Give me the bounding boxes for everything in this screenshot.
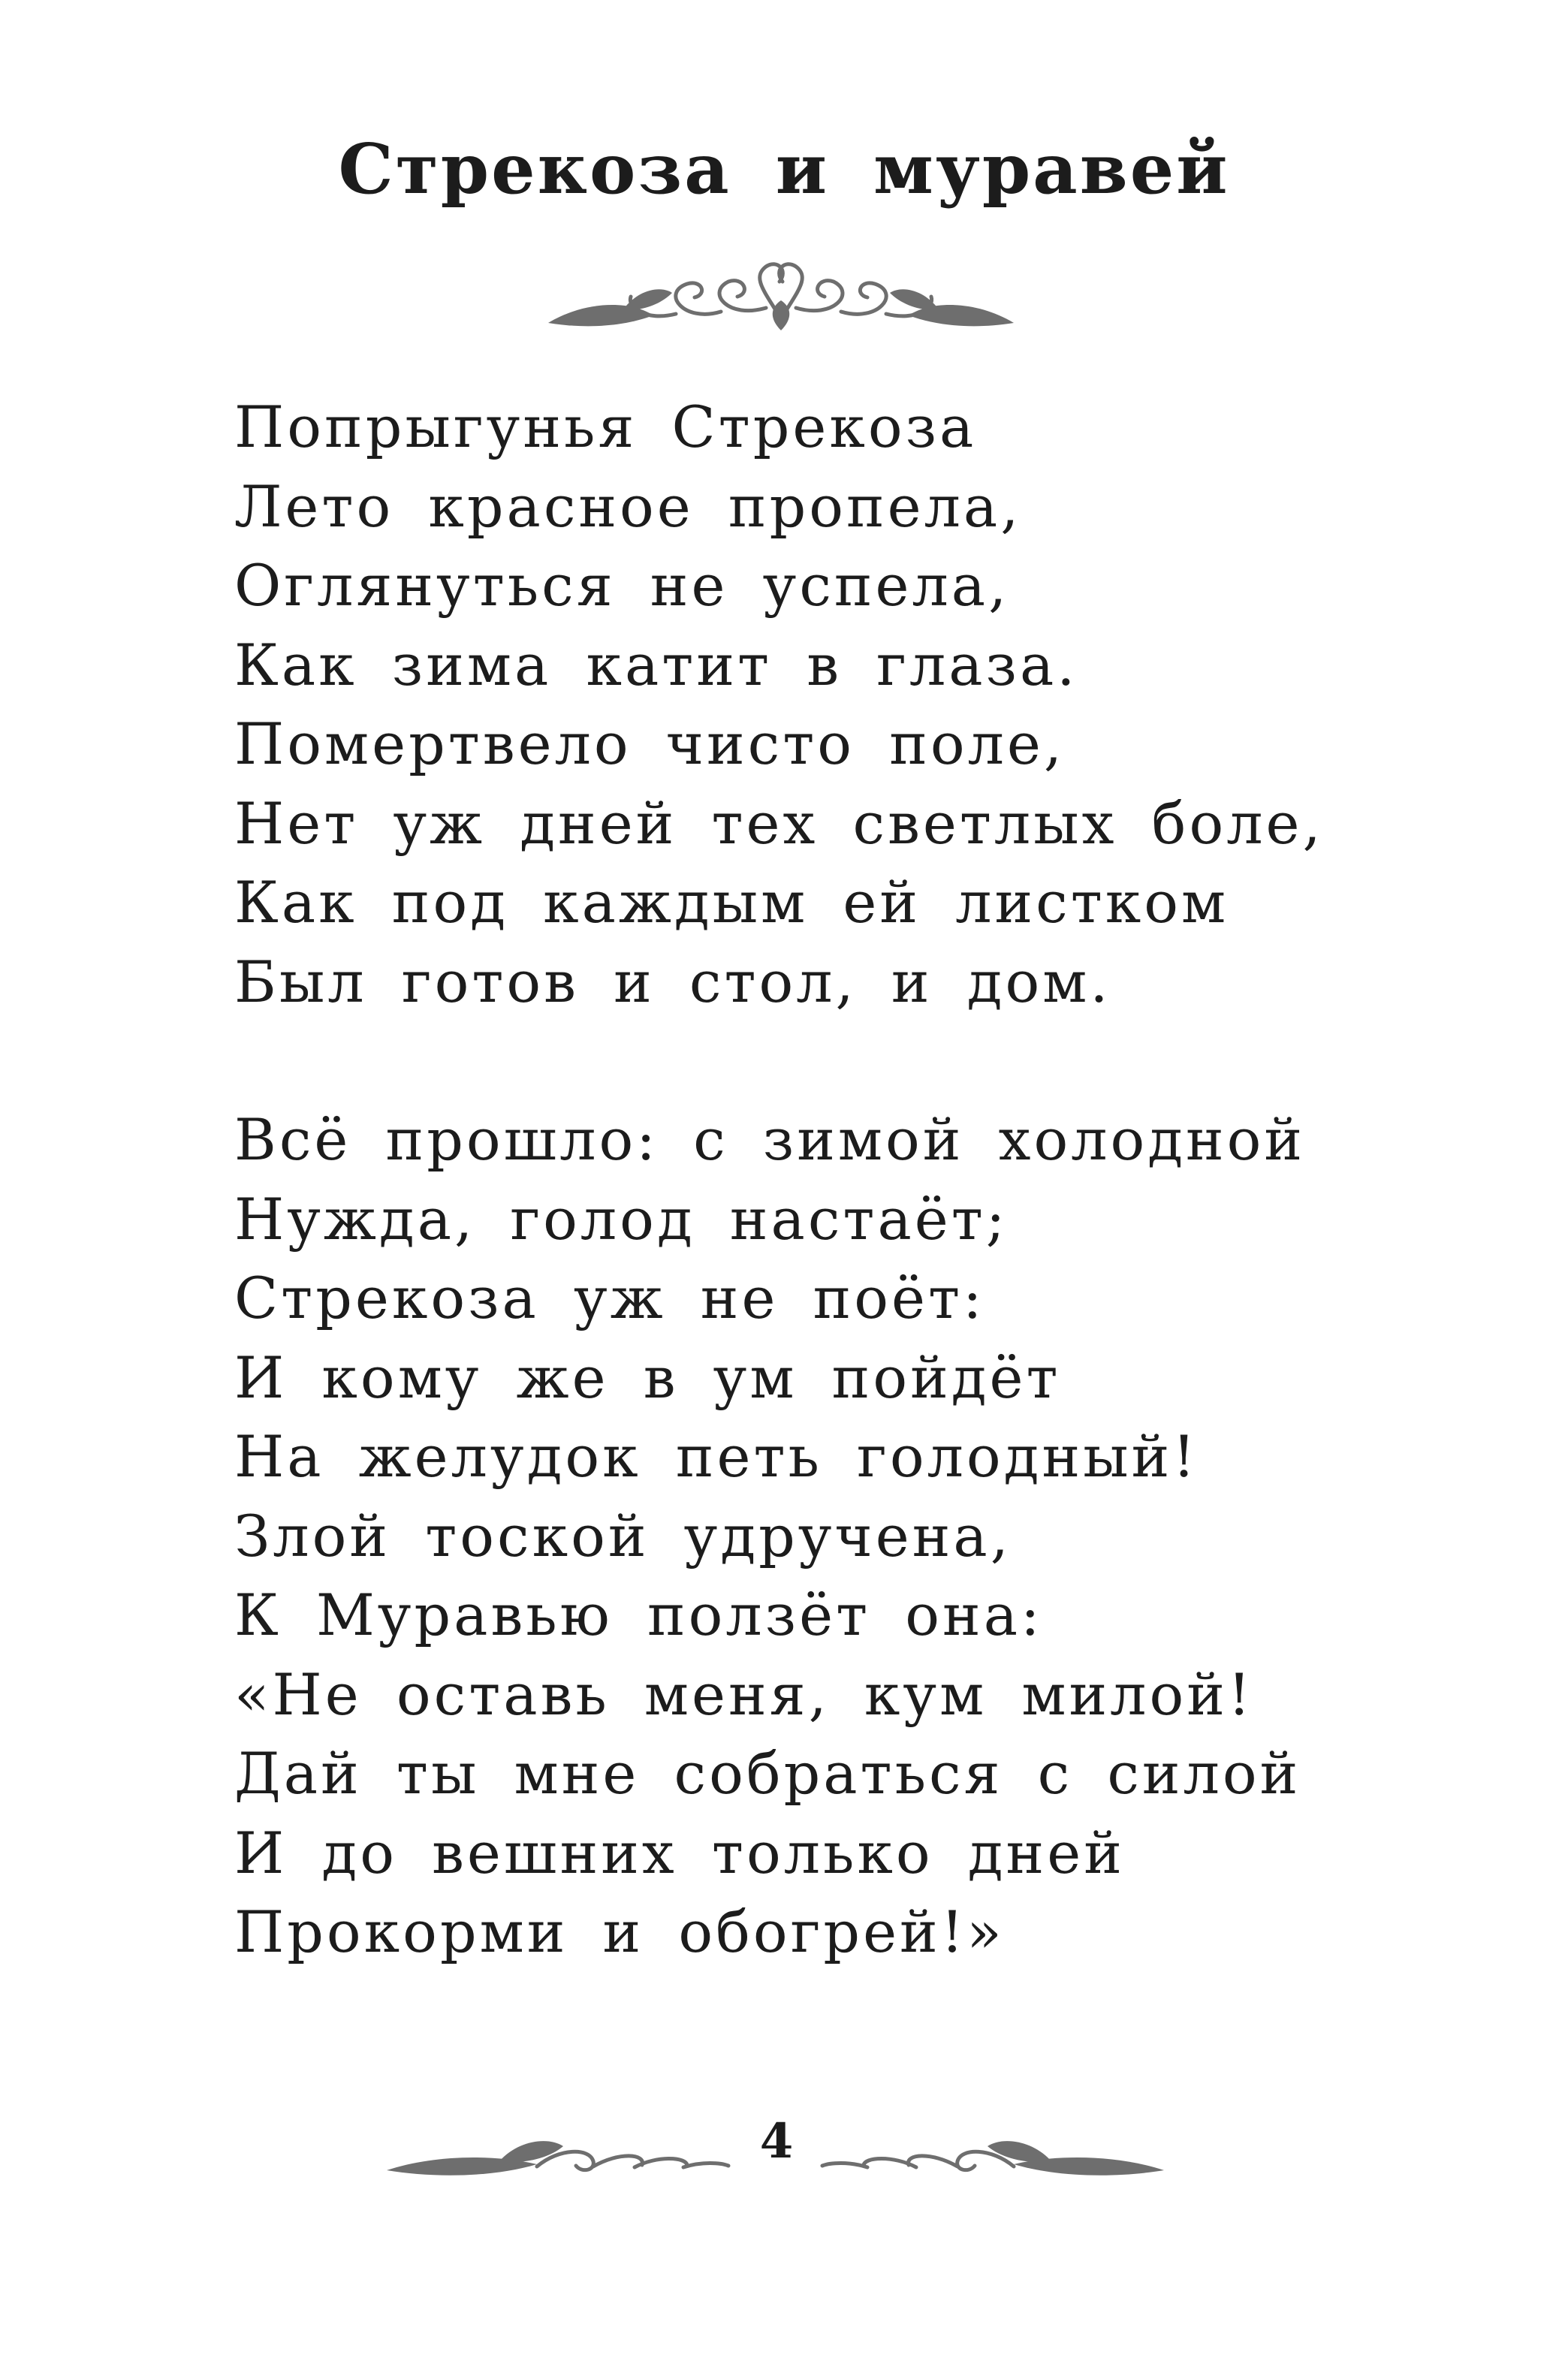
header-floral-ornament-icon — [541, 248, 1021, 338]
poem-line: «Не оставь меня, кум милой! — [234, 1660, 1254, 1728]
poem-line: Помертвело чисто поле, — [234, 710, 1066, 777]
poem-line: Стрекоза уж не поёт: — [234, 1265, 985, 1331]
poem-line: Всё прошло: с зимой холодной — [234, 1106, 1306, 1173]
poem-line: Нужда, голод настаёт; — [234, 1185, 1009, 1253]
poem-line: Лето красное пропела, — [234, 472, 1022, 540]
poem-line: Оглянуться не успела, — [234, 552, 1010, 619]
footer-right-floral-ornament-icon — [819, 2118, 1164, 2185]
poem-line: Дай ты мне собраться с силой — [234, 1740, 1301, 1807]
poem-line: Злой тоской удручена, — [234, 1502, 1012, 1569]
poem-title: Стрекоза и муравей — [338, 128, 1230, 210]
poem-line: Нет уж дней тех светлых боле, — [234, 789, 1324, 857]
poem-line: Как зима катит в глаза. — [234, 631, 1078, 698]
poem-line: И кому же в ум пойдёт — [234, 1343, 1061, 1411]
stanza-1 — [234, 387, 1324, 1021]
stanza-2 — [234, 1100, 1305, 1972]
footer-left-floral-ornament-icon — [387, 2118, 732, 2185]
poem-line: Как под каждым ей листком — [234, 869, 1229, 936]
poem-line: И до вешних только дней — [234, 1819, 1125, 1886]
poem-line: Попрыгунья Стрекоза — [234, 394, 977, 460]
poem-line: К Муравью ползёт она: — [234, 1582, 1043, 1648]
poem-line: Был готов и стол, и дом. — [234, 948, 1111, 1015]
poem-line: Прокорми и обогрей!» — [234, 1898, 1005, 1965]
page-footer — [0, 2103, 1568, 2193]
page-number: 4 — [759, 2113, 794, 2170]
poem-line: На желудок петь голодный! — [234, 1423, 1199, 1490]
